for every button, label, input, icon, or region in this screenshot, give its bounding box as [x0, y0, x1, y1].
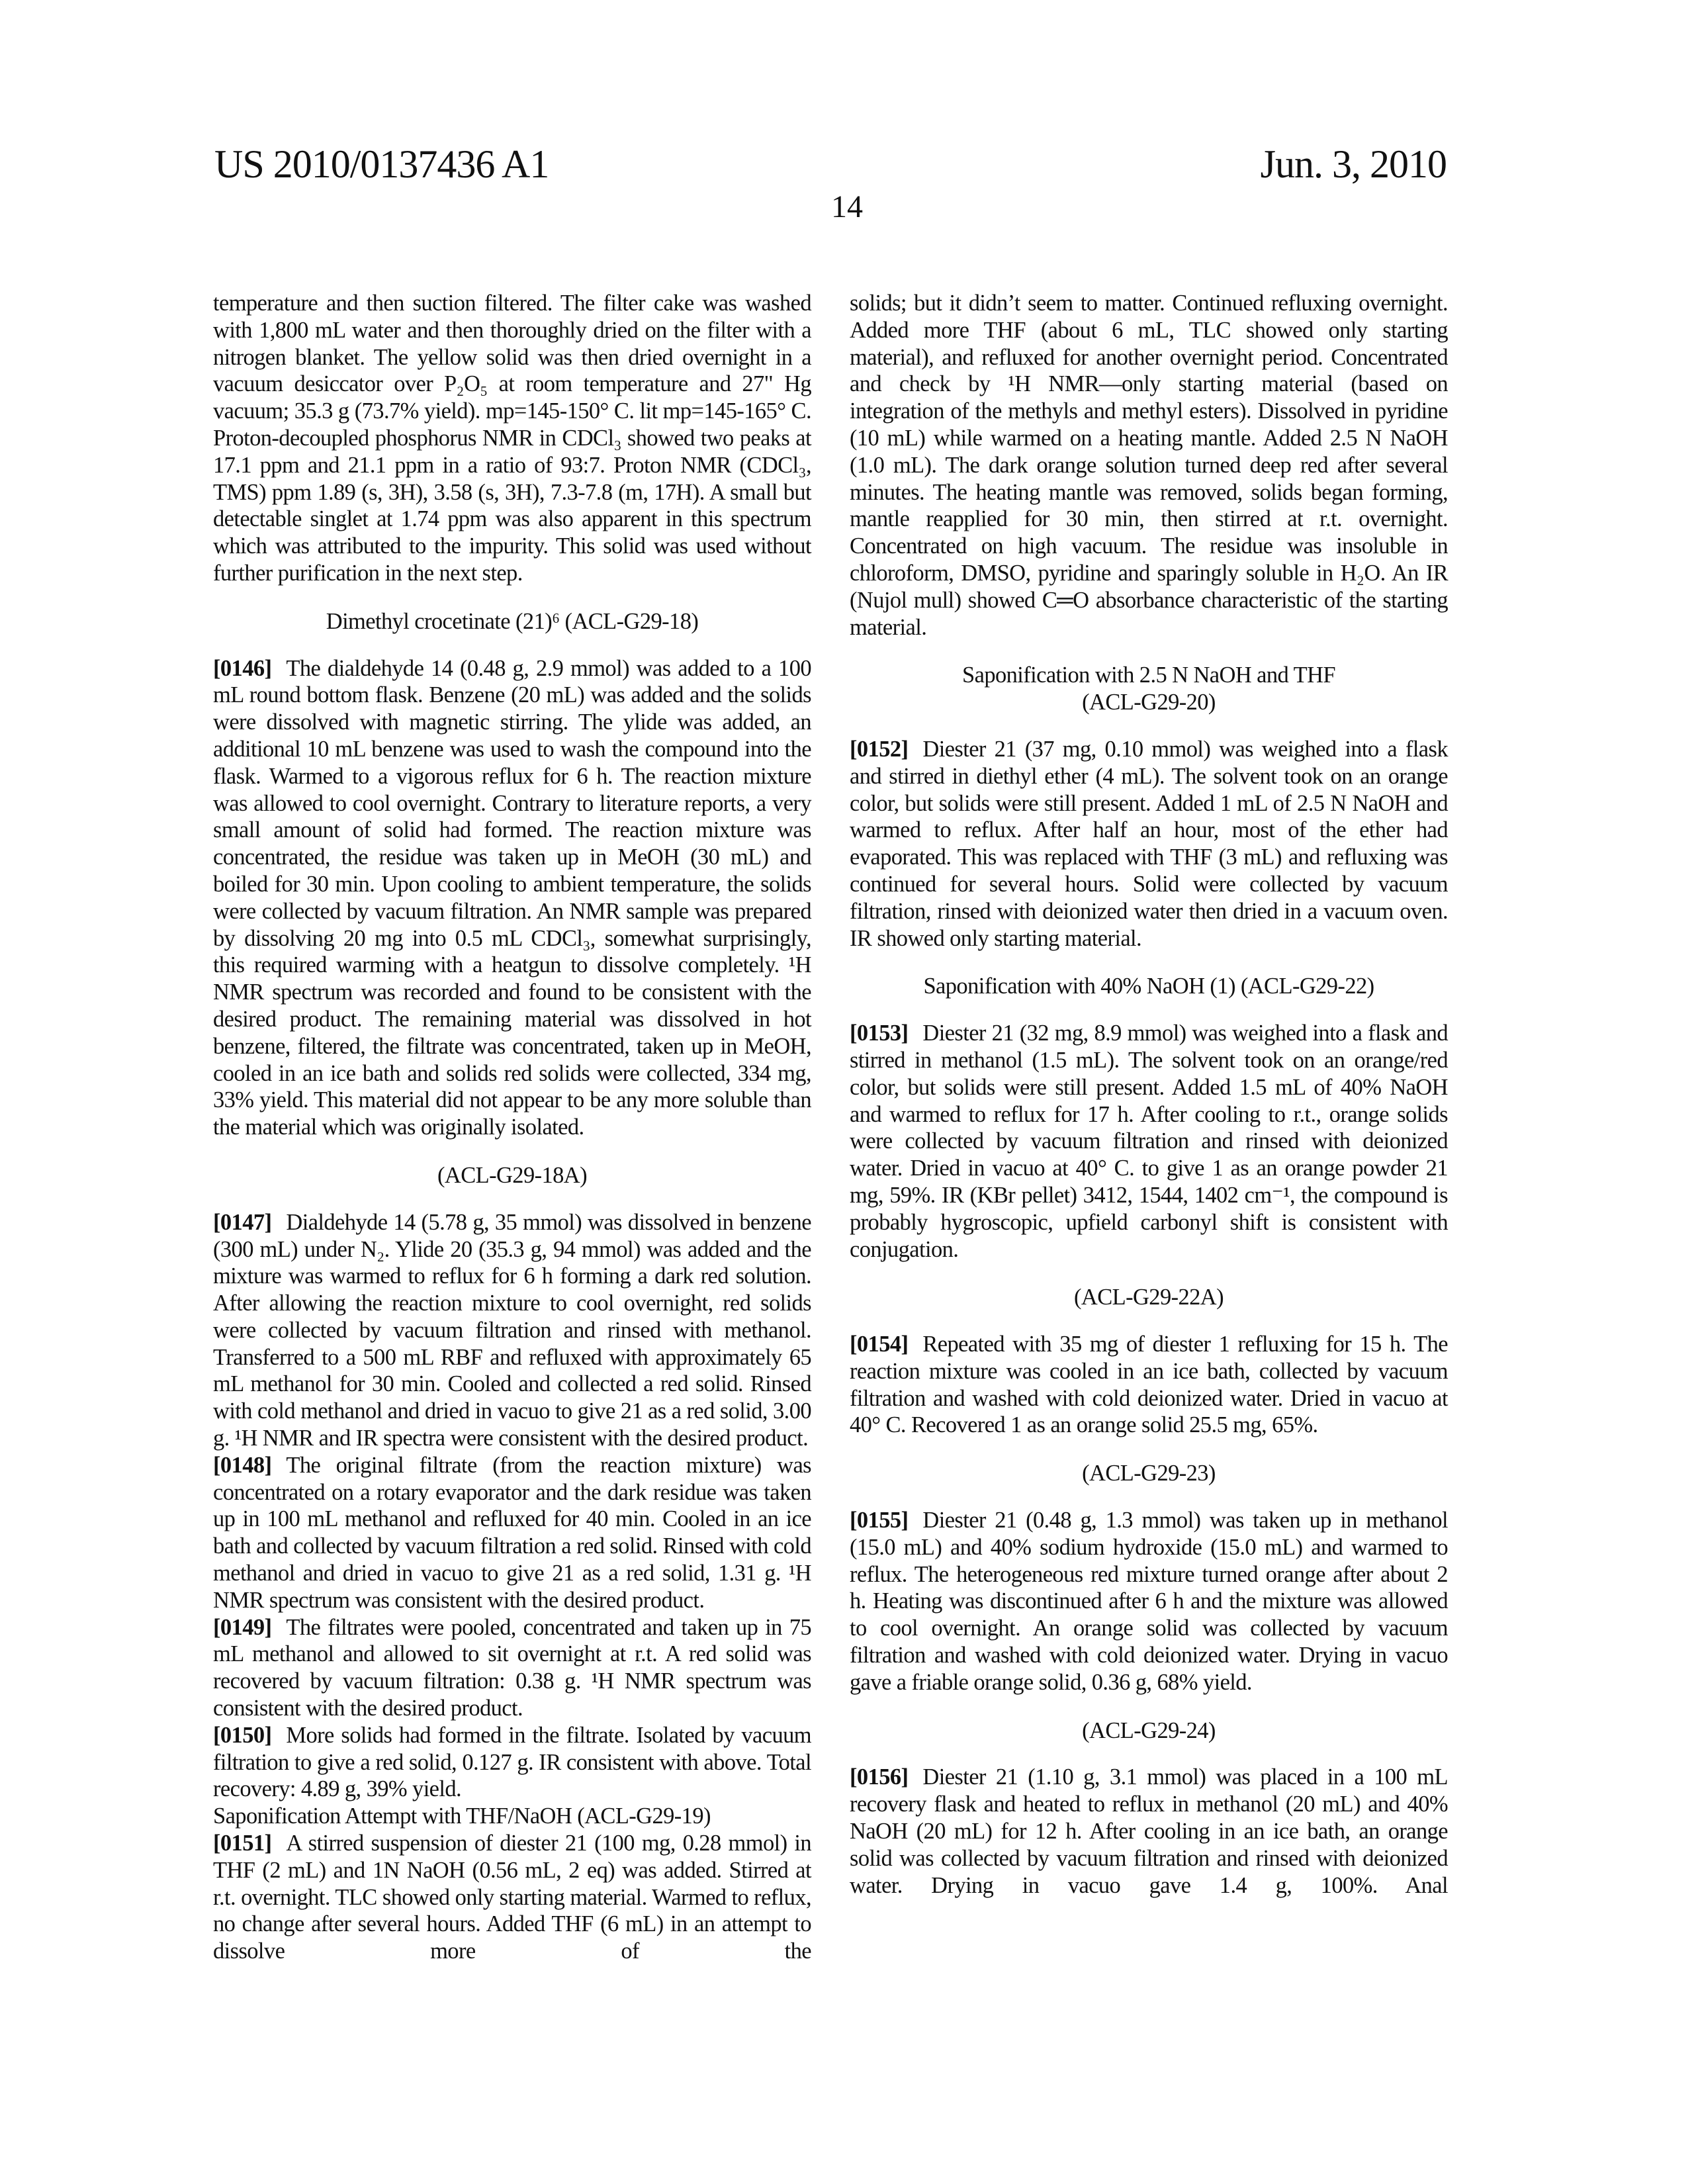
paragraph-text: The original filtrate (from the reaction mixture) was concentrated on a rotary evaporator and the dark residue was taken up in 100 mL methanol and refluxed for 40 min. Cooled in an ice bath and collected by vacuum filtration a red solid. Rinsed with cold methanol and dried in vacuo to give 21 as a red solid, 1.31 g. ¹H NMR spectrum was consistent with the desired product. [213, 1453, 811, 1613]
paragraph-text: temperature and then suction filtered. The filter cake was washed with 1,800 mL water and then thoroughly dried on the filter with a nitrogen blanket. The yellow solid was then dried overnight in a vacuum desiccator over P₂O₅ at room temperature and 27" Hg vacuum; 35.3 g (73.7% yield). mp=145-150° C. lit mp=145-165° C. Proton-decoupled phosphorus NMR in CDCl₃ showed two peaks at 17.1 ppm and 21.1 ppm in a ratio of 93:7. Proton NMR (CDCl₃, TMS) ppm 1.89 (s, 3H), 3.58 (s, 3H), 7.3-7.8 (m, 17H). A small but detectable singlet at 1.74 ppm was also apparent in this spectrum which was attributed to the impurity. This solid was used without further purification in the next step. [213, 291, 811, 586]
paragraph-number: [0152] [850, 737, 908, 762]
section-heading [213, 608, 811, 635]
paragraph-0153 [850, 1020, 1448, 1263]
paragraph-number: [0150] [213, 1723, 271, 1748]
left-column [213, 290, 811, 1965]
section-heading-text: (ACL-G29-22A) [850, 1284, 1448, 1311]
paragraph-0152 [850, 736, 1448, 952]
paragraph-text: solids; but it didn’t seem to matter. Continued refluxing overnight. Added more THF (about 6 mL, TLC showed only starting material), and refluxed for another overnight period. Concentrated and check by ¹H NMR—only starting material (based on integration of the methyls and methyl esters). Dissolved in pyridine (10 mL) while warmed on a heating mantle. Added 2.5 N NaOH (1.0 mL). The dark orange solution turned deep red after several minutes. The heating mantle was removed, solids began forming, mantle reapplied for 30 min, then stirred at r.t. overnight. Concentrated on high vacuum. The residue was insoluble in chloroform, DMSO, pyridine and sparingly soluble in H₂O. An IR (Nujol mull) showed C═O absorbance characteristic of the starting material. [850, 291, 1448, 640]
section-heading-text: Saponification with 2.5 N NaOH and THF [850, 662, 1448, 689]
section-heading-text: (ACL-G29-23) [850, 1460, 1448, 1487]
paragraph-0147 [213, 1209, 811, 1452]
paragraph-text: Diester 21 (32 mg, 8.9 mmol) was weighed into a flask and stirred in methanol (1.5 mL). The solvent took on an orange/red color, but solids were still present. Added 1.5 mL of 40% NaOH and warmed to reflux for 17 h. After cooling to r.t., orange solids were collected by vacuum filtration and rinsed with deionized water. Dried in vacuo at 40° C. to give 1 as an orange powder 21 mg, 59%. IR (KBr pellet) 3412, 1544, 1402 cm⁻¹, the compound is probably hygroscopic, upfield carbonyl shift is consistent with conjugation. [850, 1021, 1448, 1261]
publication-date: Jun. 3, 2010 [1261, 142, 1447, 187]
paragraph-text: Diester 21 (0.48 g, 1.3 mmol) was taken up in methanol (15.0 mL) and 40% sodium hydroxide (15.0 mL) and warmed to reflux. The heterogeneous red mixture turned orange after about 2 h. Heating was discontinued after 6 h and the mixture was allowed to cool overnight. An orange solid was collected by vacuum filtration and washed with cold deionized water. Drying in vacuo gave a friable orange solid, 0.36 g, 68% yield. [850, 1508, 1448, 1695]
paragraph-number: [0149] [213, 1615, 271, 1640]
paragraph-text: Dialdehyde 14 (5.78 g, 35 mmol) was dissolved in benzene (300 mL) under N₂. Ylide 20 (35.3 g, 94 mmol) was added and the mixture was warmed to reflux for 6 h forming a dark red solution. After allowing the reaction mixture to cool overnight, red solids were collected by vacuum filtration and rinsed with methanol. Transferred to a 500 mL RBF and refluxed with approximately 65 mL methanol for 30 min. Cooled and collected a red solid. Rinsed with cold methanol and dried in vacuo to give 21 as a red solid, 3.00 g. ¹H NMR and IR spectra were consistent with the desired product. [213, 1210, 811, 1451]
paragraph-continued [213, 290, 811, 587]
section-heading-text: (ACL-G29-18A) [213, 1162, 811, 1189]
section-heading [850, 662, 1448, 716]
paragraph-text: The dialdehyde 14 (0.48 g, 2.9 mmol) was added to a 100 mL round bottom flask. Benzene (20 mL) was added and the solids were dissolved with magnetic stirring. The ylide was added, an additional 10 mL benzene was used to wash the compound into the flask. Warmed to a vigorous reflux for 6 h. The reaction mixture was allowed to cool overnight. Contrary to literature reports, a very small amount of solid had formed. The reaction mixture was concentrated, the residue was taken up in MeOH (30 mL) and boiled for 30 min. Upon cooling to ambient temperature, the solids were collected by vacuum filtration. An NMR sample was prepared by dissolving 20 mg into 0.5 mL CDCl₃, somewhat surprisingly, this required warming with a heatgun to dissolve completely. ¹H NMR spectrum was recorded and found to be consistent with the desired product. The remaining material was dissolved in hot benzene, filtered, the filtrate was concentrated, taken up in MeOH, cooled in an ice bath and solids red solids were collected, 334 mg, 33% yield. This material did not appear to be any more soluble than the material which was originally isolated. [213, 656, 811, 1140]
section-heading [213, 1162, 811, 1189]
publication-number: US 2010/0137436 A1 [214, 142, 549, 187]
paragraph-text: More solids had formed in the filtrate. Isolated by vacuum filtration to give a red solid, 0.127 g. IR consistent with above. Total recovery: 4.89 g, 39% yield. [213, 1723, 811, 1802]
right-column [850, 290, 1448, 1899]
paragraph-number: [0147] [213, 1210, 271, 1235]
paragraph-0155 [850, 1507, 1448, 1696]
paragraph-0154 [850, 1331, 1448, 1439]
paragraph-number: [0154] [850, 1332, 908, 1357]
section-heading-text: Dimethyl crocetinate (21)⁶ (ACL-G29-18) [213, 608, 811, 635]
section-heading [213, 1803, 811, 1830]
paragraph-continued [850, 290, 1448, 641]
paragraph-number: [0148] [213, 1453, 271, 1478]
paragraph-text: Diester 21 (37 mg, 0.10 mmol) was weighed into a flask and stirred in diethyl ether (4 mL). The solvent took on an orange color, but solids were still present. Added 1 mL of 2.5 N NaOH and warmed to reflux. After half an hour, most of the ether had evaporated. This was replaced with THF (3 mL) and refluxing was continued for several hours. Solid were collected by vacuum filtration, rinsed with deionized water then dried in a vacuum oven. IR showed only starting material. [850, 737, 1448, 951]
paragraph-text: Diester 21 (1.10 g, 3.1 mmol) was placed in a 100 mL recovery flask and heated to reflux in methanol (20 mL) and 40% NaOH (20 mL) for 12 h. After cooling in an ice bath, an orange solid was collected by vacuum filtration and rinsed with deionized water. Drying in vacuo gave 1.4 g, 100%. Anal [850, 1764, 1448, 1897]
paragraph-number: [0146] [213, 656, 271, 681]
paragraph-0148 [213, 1452, 811, 1614]
paragraph-text: Repeated with 35 mg of diester 1 refluxing for 15 h. The reaction mixture was cooled in an ice bath, collected by vacuum filtration and washed with cold deionized water. Dried in vacuo at 40° C. Recovered 1 as an orange solid 25.5 mg, 65%. [850, 1332, 1448, 1437]
paragraph-0151 [213, 1830, 811, 1965]
paragraph-number: [0156] [850, 1764, 908, 1790]
paragraph-text: The filtrates were pooled, concentrated and taken up in 75 mL methanol and allowed to sit overnight at r.t. A red solid was recovered by vacuum filtration: 0.38 g. ¹H NMR spectrum was consistent with the desired product. [213, 1615, 811, 1721]
page-number: 14 [821, 189, 873, 225]
paragraph-text: A stirred suspension of diester 21 (100 mg, 0.28 mmol) in THF (2 mL) and 1N NaOH (0.56 mL, 2 eq) was added. Stirred at r.t. overnight. TLC showed only starting material. Warmed to reflux, no change after several hours. Added THF (6 mL) in an attempt to dissolve more of the [213, 1831, 811, 1964]
paragraph-0150 [213, 1722, 811, 1803]
section-heading [850, 1717, 1448, 1745]
paragraph-number: [0155] [850, 1508, 908, 1533]
paragraph-number: [0151] [213, 1831, 271, 1856]
section-heading [850, 1460, 1448, 1487]
section-heading [850, 973, 1448, 1000]
paragraph-number: [0153] [850, 1021, 908, 1046]
paragraph-0146 [213, 655, 811, 1141]
section-heading-subtext: (ACL-G29-20) [850, 689, 1448, 716]
paragraph-0156 [850, 1764, 1448, 1899]
paragraph-0149 [213, 1614, 811, 1722]
section-heading-text: (ACL-G29-24) [850, 1717, 1448, 1745]
section-heading-text: Saponification with 40% NaOH (1) (ACL-G29-22) [850, 973, 1448, 1000]
section-heading [850, 1284, 1448, 1311]
section-heading-text: Saponification Attempt with THF/NaOH (ACL-G29-19) [213, 1803, 811, 1830]
